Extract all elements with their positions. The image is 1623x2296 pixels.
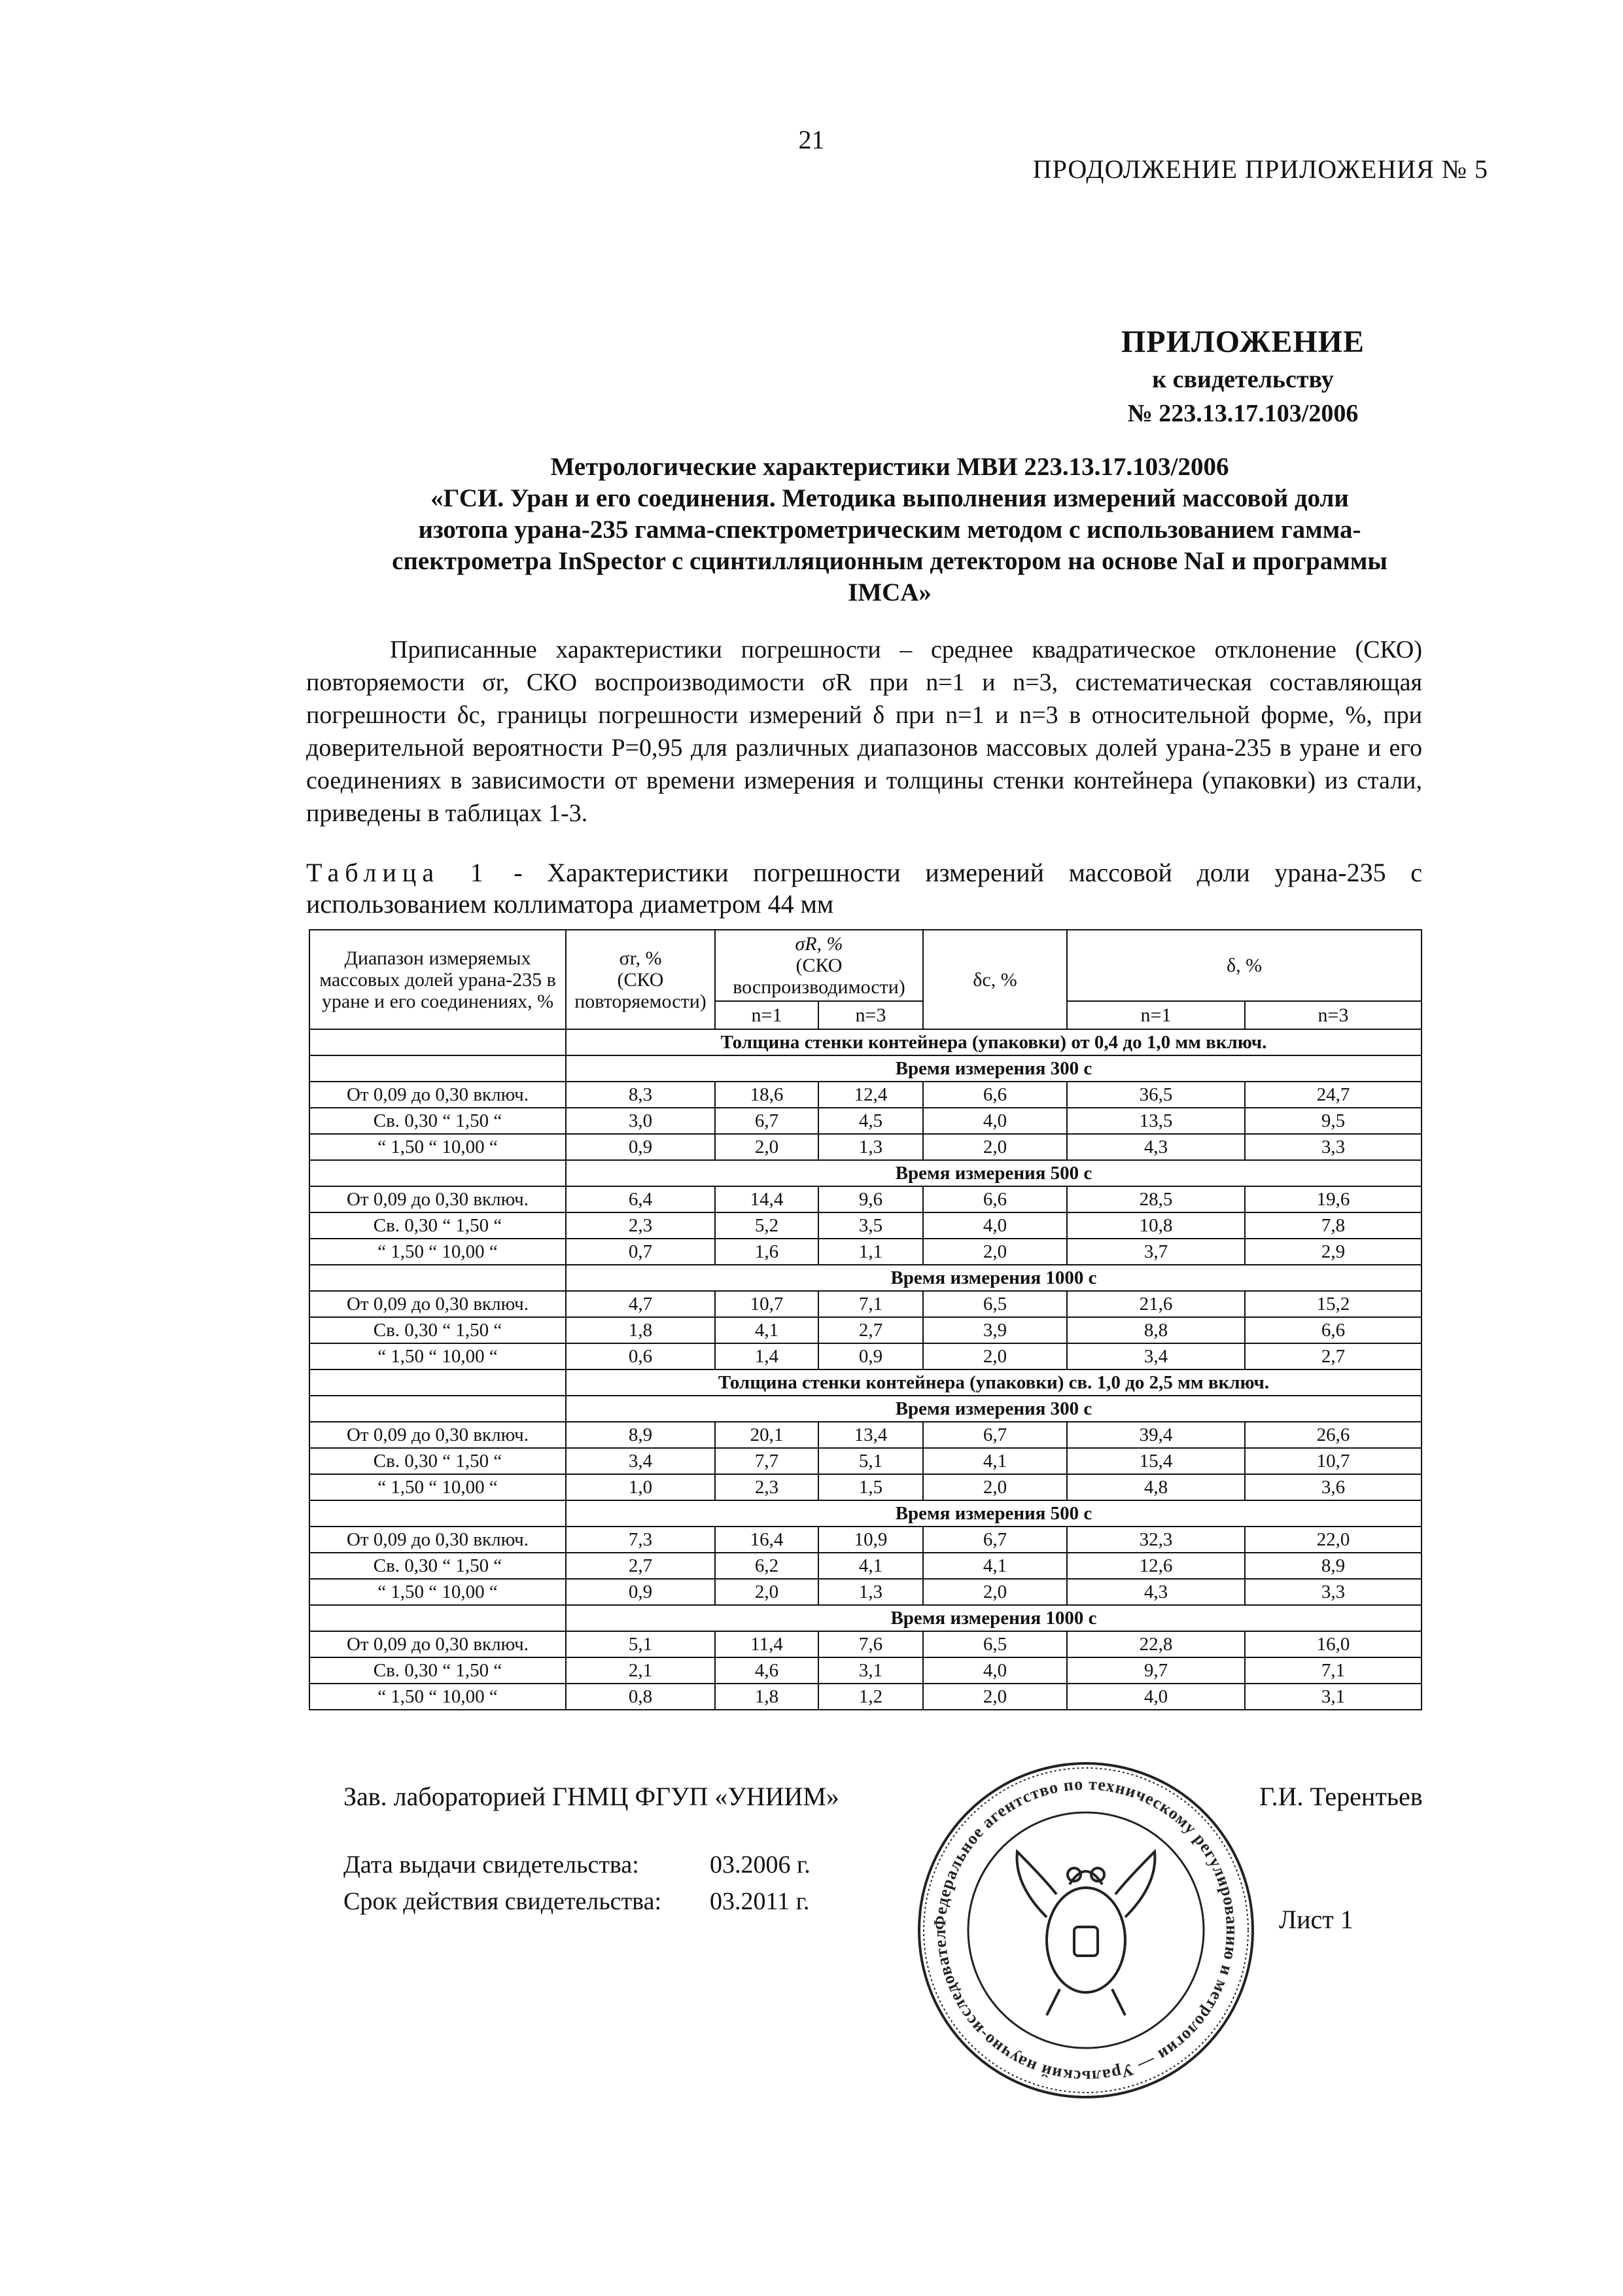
table-row — [309, 1448, 1422, 1474]
range-cell: Св. 0,30 “ 1,50 “ — [309, 1553, 566, 1579]
range-cell: От 0,09 до 0,30 включ. — [309, 1186, 566, 1212]
sr-cell: 0,6 — [566, 1343, 715, 1369]
dc-cell: 4,1 — [923, 1448, 1067, 1474]
empty-cell — [309, 1500, 566, 1527]
header-sR-n1: n=1 — [715, 1001, 818, 1029]
certificate-dates — [343, 1846, 811, 1920]
range-cell: От 0,09 до 0,30 включ. — [309, 1631, 566, 1657]
delta-n3-cell: 26,6 — [1245, 1422, 1422, 1448]
sr-cell: 0,7 — [566, 1239, 715, 1265]
table-body — [309, 1029, 1422, 1710]
table-caption-lead: Таблица 1 — [306, 858, 489, 887]
range-cell: “ 1,50 “ 10,00 “ — [309, 1343, 566, 1369]
delta-n3-cell: 3,6 — [1245, 1474, 1422, 1500]
range-cell: “ 1,50 “ 10,00 “ — [309, 1474, 566, 1500]
dc-cell: 6,5 — [923, 1291, 1067, 1317]
appendix-block — [1106, 324, 1380, 428]
table-row — [309, 1343, 1422, 1369]
delta-n3-cell: 24,7 — [1245, 1082, 1422, 1108]
header-dc: δc, % — [923, 930, 1067, 1029]
page-number: 21 — [798, 125, 825, 154]
measurement-time-label: Время измерения 1000 с — [566, 1605, 1422, 1631]
issue-date-row — [343, 1846, 811, 1883]
delta-n3-cell: 7,8 — [1245, 1212, 1422, 1239]
sR-n1-cell: 5,2 — [715, 1212, 818, 1239]
delta-n3-cell: 3,1 — [1245, 1684, 1422, 1710]
error-characteristics-table — [309, 929, 1422, 1710]
sr-cell: 5,1 — [566, 1631, 715, 1657]
sr-cell: 8,9 — [566, 1422, 715, 1448]
sR-n3-cell: 3,5 — [818, 1212, 923, 1239]
appendix-number: № 223.13.17.103/2006 — [1127, 400, 1359, 427]
svg-text:Федеральное агентство по техни — [903, 1754, 1242, 2086]
delta-n1-cell: 21,6 — [1067, 1291, 1245, 1317]
range-cell: “ 1,50 “ 10,00 “ — [309, 1134, 566, 1160]
header-sR-symbol: σR, % — [795, 932, 843, 955]
dc-cell: 2,0 — [923, 1343, 1067, 1369]
sR-n3-cell: 1,5 — [818, 1474, 923, 1500]
intro-text: Приписанные характеристики погрешности – среднее квадратическое отклонение (СКО) повторяемости σr, СКО воспроизводимости σR при n=1 и n=3, систематическая составляющая погрешности δc, границы погрешности измерений δ при n=1 и n=3 в относительной форме, %, при доверительной вероятности P=0,95 для различных диапазонов массовых долей урана-235 в уране и его соединениях в зависимости от времени измерения и толщины стенки контейнера (упаковки) из стали, приведены в таблицах 1-3. — [306, 636, 1422, 827]
empty-cell — [309, 1396, 566, 1422]
delta-n3-cell: 2,9 — [1245, 1239, 1422, 1265]
dc-cell: 4,0 — [923, 1108, 1067, 1134]
sR-n1-cell: 18,6 — [715, 1082, 818, 1108]
signature-line — [343, 1781, 1456, 1812]
sR-n3-cell: 7,1 — [818, 1291, 923, 1317]
dc-cell: 4,1 — [923, 1553, 1067, 1579]
official-seal-stamp — [903, 1754, 1269, 2107]
sR-n1-cell: 1,6 — [715, 1239, 818, 1265]
sR-n3-cell: 10,9 — [818, 1527, 923, 1553]
table-row — [309, 1553, 1422, 1579]
range-cell: “ 1,50 “ 10,00 “ — [309, 1239, 566, 1265]
sr-cell: 7,3 — [566, 1527, 715, 1553]
delta-n1-cell: 39,4 — [1067, 1422, 1245, 1448]
measurement-time-row — [309, 1055, 1422, 1082]
delta-n1-cell: 12,6 — [1067, 1553, 1245, 1579]
measurement-time-label: Время измерения 300 с — [566, 1396, 1422, 1422]
issue-date-label: Дата выдачи свидетельства: — [343, 1851, 639, 1879]
sR-n1-cell: 1,8 — [715, 1684, 818, 1710]
sR-n3-cell: 9,6 — [818, 1186, 923, 1212]
delta-n3-cell: 9,5 — [1245, 1108, 1422, 1134]
error-characteristics-table-wrapper — [309, 929, 1421, 1710]
sR-n3-cell: 2,7 — [818, 1317, 923, 1343]
table-row — [309, 1579, 1422, 1605]
header-sR-n3: n=3 — [818, 1001, 923, 1029]
sr-cell: 3,0 — [566, 1108, 715, 1134]
delta-n3-cell: 16,0 — [1245, 1631, 1422, 1657]
delta-n3-cell: 10,7 — [1245, 1448, 1422, 1474]
dc-cell: 6,7 — [923, 1422, 1067, 1448]
dc-cell: 4,0 — [923, 1657, 1067, 1684]
range-cell: Св. 0,30 “ 1,50 “ — [309, 1212, 566, 1239]
thickness-label: Толщина стенки контейнера (упаковки) от 0,4 до 1,0 мм включ. — [566, 1029, 1422, 1055]
table-row — [309, 1631, 1422, 1657]
range-cell: “ 1,50 “ 10,00 “ — [309, 1684, 566, 1710]
empty-cell — [309, 1369, 566, 1396]
sR-n1-cell: 10,7 — [715, 1291, 818, 1317]
dc-cell: 6,5 — [923, 1631, 1067, 1657]
delta-n3-cell: 3,3 — [1245, 1134, 1422, 1160]
range-cell: От 0,09 до 0,30 включ. — [309, 1082, 566, 1108]
sr-cell: 4,7 — [566, 1291, 715, 1317]
intro-paragraph — [306, 633, 1422, 830]
dc-cell: 3,9 — [923, 1317, 1067, 1343]
sR-n1-cell: 4,1 — [715, 1317, 818, 1343]
range-cell: От 0,09 до 0,30 включ. — [309, 1291, 566, 1317]
sr-cell: 1,0 — [566, 1474, 715, 1500]
measurement-time-label: Время измерения 500 с — [566, 1160, 1422, 1186]
document-title — [353, 451, 1426, 609]
sR-n3-cell: 1,3 — [818, 1134, 923, 1160]
delta-n3-cell: 22,0 — [1245, 1527, 1422, 1553]
delta-n3-cell: 2,7 — [1245, 1343, 1422, 1369]
measurement-time-label: Время измерения 300 с — [566, 1055, 1422, 1082]
delta-n1-cell: 13,5 — [1067, 1108, 1245, 1134]
measurement-time-label: Время измерения 500 с — [566, 1500, 1422, 1527]
thickness-row — [309, 1369, 1422, 1396]
valid-date-label: Срок действия свидетельства: — [343, 1888, 662, 1915]
table-row — [309, 1527, 1422, 1553]
delta-n1-cell: 3,4 — [1067, 1343, 1245, 1369]
delta-n1-cell: 36,5 — [1067, 1082, 1245, 1108]
document-title-line: спектрометра InSpector с сцинтилляционным детектором на основе NaI и программы — [392, 547, 1387, 575]
dc-cell: 6,7 — [923, 1527, 1067, 1553]
sr-cell: 0,8 — [566, 1684, 715, 1710]
sR-n1-cell: 2,0 — [715, 1134, 818, 1160]
signature-position: Зав. лабораторией ГНМЦ ФГУП «УНИИМ» — [343, 1782, 839, 1811]
sR-n3-cell: 0,9 — [818, 1343, 923, 1369]
sR-n1-cell: 6,7 — [715, 1108, 818, 1134]
sR-n3-cell: 1,1 — [818, 1239, 923, 1265]
sR-n3-cell: 1,2 — [818, 1684, 923, 1710]
sR-n3-cell: 4,1 — [818, 1553, 923, 1579]
sR-n1-cell: 20,1 — [715, 1422, 818, 1448]
header-delta-n3: n=3 — [1245, 1001, 1422, 1029]
table-row — [309, 1108, 1422, 1134]
table-row — [309, 1291, 1422, 1317]
measurement-time-row — [309, 1500, 1422, 1527]
sR-n1-cell: 6,2 — [715, 1553, 818, 1579]
header-delta: δ, % — [1067, 930, 1422, 1001]
header-sr — [566, 930, 715, 1029]
dc-cell: 6,6 — [923, 1186, 1067, 1212]
measurement-time-row — [309, 1396, 1422, 1422]
range-cell: “ 1,50 “ 10,00 “ — [309, 1579, 566, 1605]
sr-cell: 8,3 — [566, 1082, 715, 1108]
sr-cell: 2,3 — [566, 1212, 715, 1239]
empty-cell — [309, 1029, 566, 1055]
measurement-time-row — [309, 1265, 1422, 1291]
continuation-header: ПРОДОЛЖЕНИЕ ПРИЛОЖЕНИЯ № 5 — [1032, 154, 1488, 184]
delta-n3-cell: 8,9 — [1245, 1553, 1422, 1579]
sR-n3-cell: 13,4 — [818, 1422, 923, 1448]
delta-n3-cell: 3,3 — [1245, 1579, 1422, 1605]
range-cell: Св. 0,30 “ 1,50 “ — [309, 1657, 566, 1684]
table-row — [309, 1684, 1422, 1710]
dc-cell: 2,0 — [923, 1239, 1067, 1265]
delta-n1-cell: 4,3 — [1067, 1134, 1245, 1160]
table-row — [309, 1474, 1422, 1500]
table-row — [309, 1317, 1422, 1343]
eagle-emblem-icon — [1017, 1852, 1155, 2015]
range-cell: Св. 0,30 “ 1,50 “ — [309, 1317, 566, 1343]
valid-date-value: 03.2011 г. — [710, 1888, 810, 1915]
appendix-subtitle: к свидетельству — [1152, 366, 1334, 393]
sR-n1-cell: 16,4 — [715, 1527, 818, 1553]
document-title-line: Метрологические характеристики МВИ 223.13.17.103/2006 — [550, 453, 1229, 481]
table-row — [309, 1239, 1422, 1265]
header-sR — [715, 930, 923, 1001]
sr-cell: 2,1 — [566, 1657, 715, 1684]
dc-cell: 4,0 — [923, 1212, 1067, 1239]
thickness-row — [309, 1029, 1422, 1055]
sR-n3-cell: 12,4 — [818, 1082, 923, 1108]
delta-n1-cell: 10,8 — [1067, 1212, 1245, 1239]
sR-n1-cell: 2,0 — [715, 1579, 818, 1605]
range-cell: Св. 0,30 “ 1,50 “ — [309, 1108, 566, 1134]
dc-cell: 2,0 — [923, 1684, 1067, 1710]
delta-n3-cell: 15,2 — [1245, 1291, 1422, 1317]
dc-cell: 2,0 — [923, 1579, 1067, 1605]
sR-n3-cell: 4,5 — [818, 1108, 923, 1134]
seal-ring-text: Федеральное агентство по техническому регулированию и метрологии — Уральский научно-исследовател — [930, 1774, 1242, 2087]
delta-n3-cell: 6,6 — [1245, 1317, 1422, 1343]
delta-n1-cell: 8,8 — [1067, 1317, 1245, 1343]
delta-n1-cell: 4,3 — [1067, 1579, 1245, 1605]
empty-cell — [309, 1160, 566, 1186]
sheet-label: Лист 1 — [1279, 1905, 1353, 1934]
dc-cell: 6,6 — [923, 1082, 1067, 1108]
sR-n1-cell: 14,4 — [715, 1186, 818, 1212]
seal-graphic — [903, 1754, 1269, 2107]
delta-n1-cell: 15,4 — [1067, 1448, 1245, 1474]
empty-cell — [309, 1605, 566, 1631]
sR-n1-cell: 4,6 — [715, 1657, 818, 1684]
delta-n1-cell: 9,7 — [1067, 1657, 1245, 1684]
sR-n1-cell: 2,3 — [715, 1474, 818, 1500]
sR-n3-cell: 7,6 — [818, 1631, 923, 1657]
delta-n3-cell: 7,1 — [1245, 1657, 1422, 1684]
table-row — [309, 1082, 1422, 1108]
range-cell: От 0,09 до 0,30 включ. — [309, 1527, 566, 1553]
sr-cell: 0,9 — [566, 1579, 715, 1605]
sR-n1-cell: 11,4 — [715, 1631, 818, 1657]
table-row — [309, 1134, 1422, 1160]
sR-n3-cell: 3,1 — [818, 1657, 923, 1684]
delta-n1-cell: 4,0 — [1067, 1684, 1245, 1710]
delta-n1-cell: 32,3 — [1067, 1527, 1245, 1553]
sR-n3-cell: 1,3 — [818, 1579, 923, 1605]
sr-cell: 3,4 — [566, 1448, 715, 1474]
dc-cell: 2,0 — [923, 1134, 1067, 1160]
delta-n1-cell: 28,5 — [1067, 1186, 1245, 1212]
delta-n1-cell: 3,7 — [1067, 1239, 1245, 1265]
delta-n3-cell: 19,6 — [1245, 1186, 1422, 1212]
sR-n3-cell: 5,1 — [818, 1448, 923, 1474]
range-cell: Св. 0,30 “ 1,50 “ — [309, 1448, 566, 1474]
sr-cell: 1,8 — [566, 1317, 715, 1343]
delta-n1-cell: 22,8 — [1067, 1631, 1245, 1657]
measurement-time-label: Время измерения 1000 с — [566, 1265, 1422, 1291]
sr-cell: 0,9 — [566, 1134, 715, 1160]
header-sR-note: (СКО воспроизводимости) — [733, 954, 905, 998]
measurement-time-row — [309, 1160, 1422, 1186]
header-sr-symbol: σr, % — [619, 947, 662, 969]
dc-cell: 2,0 — [923, 1474, 1067, 1500]
valid-date-row — [343, 1883, 811, 1920]
table-row — [309, 1212, 1422, 1239]
header-delta-n1: n=1 — [1067, 1001, 1245, 1029]
measurement-time-row — [309, 1605, 1422, 1631]
empty-cell — [309, 1055, 566, 1082]
document-title-line: IMCA» — [848, 578, 932, 607]
sr-cell: 2,7 — [566, 1553, 715, 1579]
thickness-label: Толщина стенки контейнера (упаковки) св. 1,0 до 2,5 мм включ. — [566, 1369, 1422, 1396]
sr-cell: 6,4 — [566, 1186, 715, 1212]
sR-n1-cell: 1,4 — [715, 1343, 818, 1369]
table-caption — [306, 857, 1422, 920]
table-caption-text: - Характеристики погрешности измерений массовой доли урана-235 с использованием коллиматора диаметром 44 мм — [306, 858, 1422, 919]
issue-date-value: 03.2006 г. — [710, 1851, 811, 1879]
empty-cell — [309, 1265, 566, 1291]
range-cell: От 0,09 до 0,30 включ. — [309, 1422, 566, 1448]
delta-n1-cell: 4,8 — [1067, 1474, 1245, 1500]
table-row — [309, 1186, 1422, 1212]
sR-n1-cell: 7,7 — [715, 1448, 818, 1474]
header-range: Диапазон измеряемых массовых долей урана-235 в уране и его соединениях, % — [309, 930, 566, 1029]
document-title-line: изотопа урана-235 гамма-спектрометрическим методом с использованием гамма- — [418, 516, 1361, 544]
table-row — [309, 1422, 1422, 1448]
appendix-title: ПРИЛОЖЕНИЕ — [1121, 325, 1365, 359]
header-sr-note: (СКО повторяемости) — [574, 968, 707, 1012]
table-row — [309, 1657, 1422, 1684]
signature-name: Г.И. Терентьев — [1259, 1782, 1423, 1811]
document-title-line: «ГСИ. Уран и его соединения. Методика выполнения измерений массовой доли — [430, 484, 1349, 512]
